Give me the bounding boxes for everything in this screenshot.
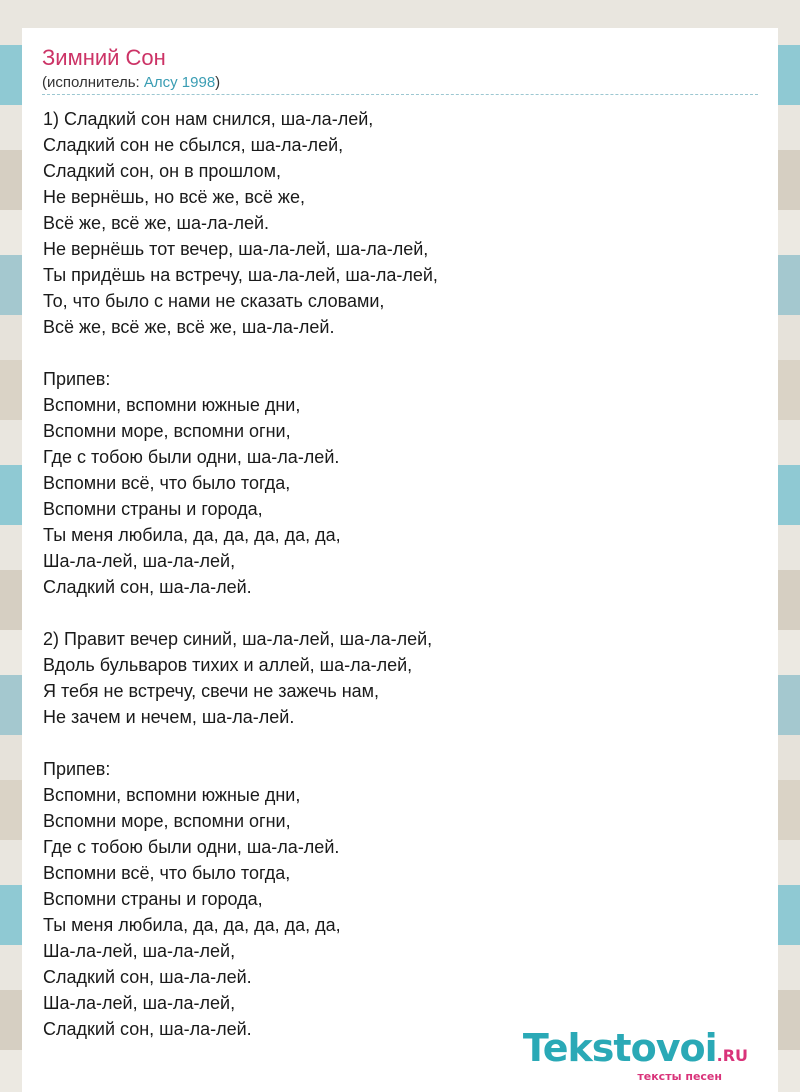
lyric-line: Ша-ла-лей, ша-ла-лей, — [43, 993, 236, 1013]
lyric-line: Сладкий сон, ша-ла-лей. — [43, 967, 252, 987]
lyric-line: Вспомни страны и города, — [43, 499, 263, 519]
header-divider — [42, 94, 758, 95]
lyric-line: Вдоль бульваров тихих и аллей, ша-ла-лей, — [43, 655, 413, 675]
lyric-line: Не вернёшь тот вечер, ша-ла-лей, ша-ла-лей, — [43, 239, 429, 259]
lyric-line: Припев: — [43, 759, 111, 779]
lyric-line: Вспомни всё, что было тогда, — [43, 473, 291, 493]
verse — [43, 106, 438, 340]
lyric-line: Ты придёшь на встречу, ша-ла-лей, ша-ла-лей, — [43, 265, 438, 285]
verse — [43, 756, 438, 1042]
lyric-line: Сладкий сон, он в прошлом, — [43, 161, 281, 181]
lyric-line: Ша-ла-лей, ша-ла-лей, — [43, 941, 236, 961]
song-title: Зимний Сон — [42, 45, 166, 70]
lyric-line: Вспомни всё, что было тогда, — [43, 863, 291, 883]
byline-prefix: (исполнитель: — [42, 74, 144, 91]
logo-tld: .RU — [716, 1046, 748, 1065]
lyric-line: Я тебя не встречу, свечи не зажечь нам, — [43, 681, 380, 701]
lyric-line: Ты меня любила, да, да, да, да, да, — [43, 915, 341, 935]
site-logo[interactable] — [523, 1028, 748, 1083]
lyric-line: Всё же, всё же, всё же, ша-ла-лей. — [43, 317, 335, 337]
lyric-line: Не вернёшь, но всё же, всё же, — [43, 187, 305, 207]
lyric-line: Всё же, всё же, ша-ла-лей. — [43, 213, 270, 233]
lyric-line: Припев: — [43, 369, 111, 389]
lyrics-card — [22, 28, 778, 1092]
logo-wordmark — [523, 1028, 748, 1076]
artist-link[interactable]: Алсу 1998 — [143, 74, 216, 91]
lyric-line: Вспомни, вспомни южные дни, — [43, 395, 301, 415]
lyric-line: Не зачем и нечем, ша-ла-лей. — [43, 707, 295, 727]
lyric-line: Вспомни, вспомни южные дни, — [43, 785, 301, 805]
byline-suffix: ) — [215, 74, 221, 91]
logo-name: Tekstovoi — [522, 1026, 717, 1070]
lyric-line: Ты меня любила, да, да, да, да, да, — [43, 525, 341, 545]
lyric-line: Ша-ла-лей, ша-ла-лей, — [43, 551, 236, 571]
lyric-line: Вспомни море, вспомни огни, — [43, 421, 291, 441]
lyric-line: Где с тобою были одни, ша-ла-лей. — [43, 837, 340, 857]
lyric-line: Сладкий сон, ша-ла-лей. — [43, 577, 252, 597]
lyrics-body — [43, 106, 438, 1068]
verse — [43, 366, 438, 600]
lyric-line: Вспомни море, вспомни огни, — [43, 811, 291, 831]
verse — [43, 626, 438, 730]
logo-tagline: тексты песен — [637, 1070, 722, 1083]
artist-byline — [42, 73, 220, 93]
lyric-line: Сладкий сон не сбылся, ша-ла-лей, — [43, 135, 344, 155]
lyric-line: 1) Сладкий сон нам снился, ша-ла-лей, — [43, 109, 374, 129]
lyric-line: Вспомни страны и города, — [43, 889, 263, 909]
lyric-line: Где с тобою были одни, ша-ла-лей. — [43, 447, 340, 467]
lyric-line: То, что было с нами не сказать словами, — [43, 291, 385, 311]
lyric-line: Сладкий сон, ша-ла-лей. — [43, 1019, 252, 1039]
lyric-line: 2) Правит вечер синий, ша-ла-лей, ша-ла-лей, — [43, 629, 433, 649]
